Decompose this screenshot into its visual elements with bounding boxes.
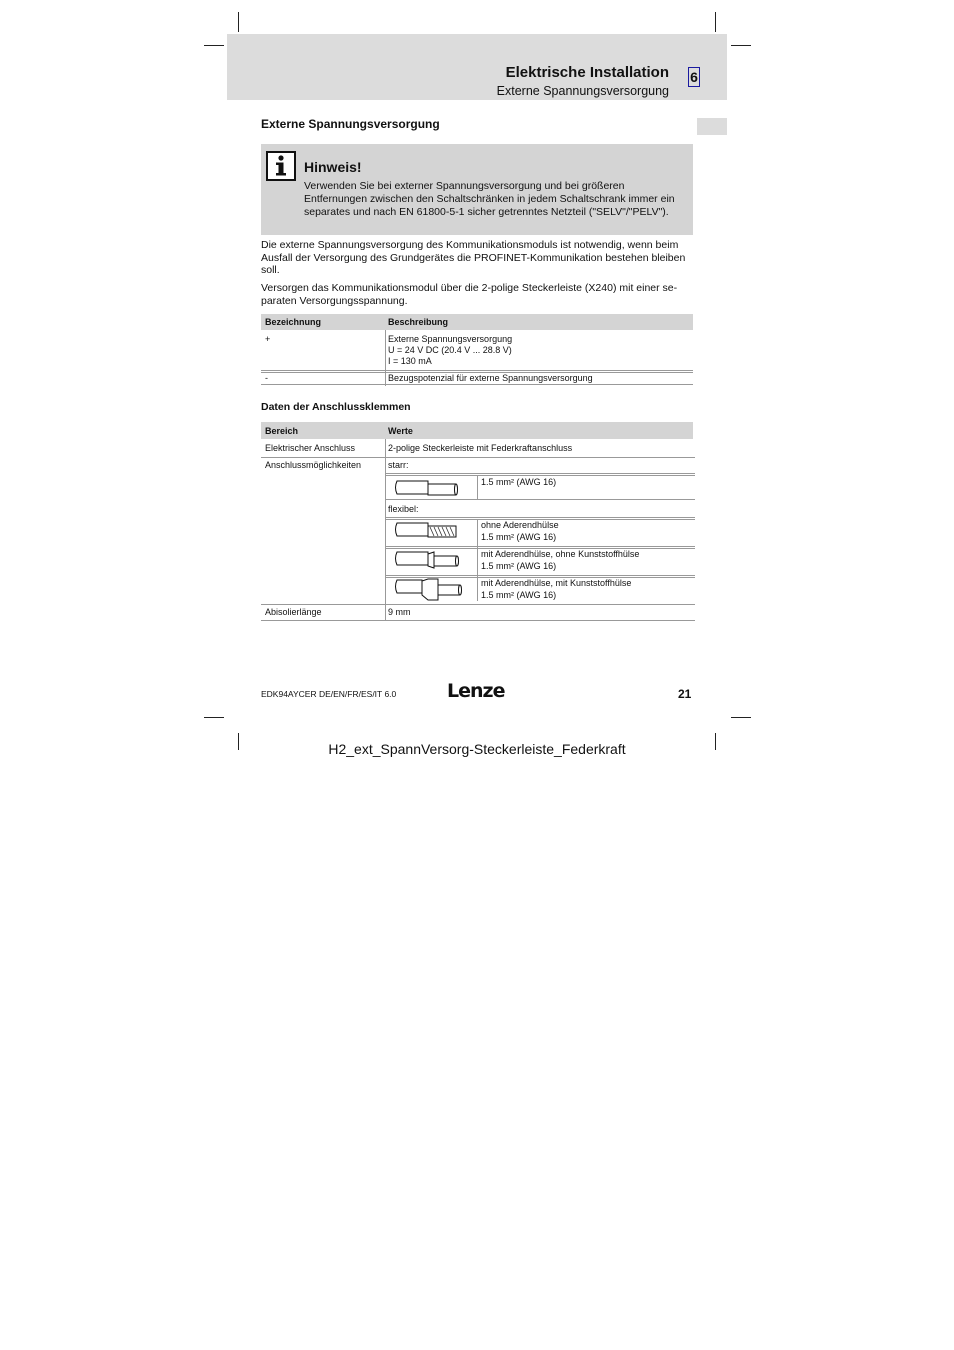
crop-mark bbox=[731, 45, 751, 46]
table-header-row bbox=[261, 314, 693, 330]
table-header-cell: Beschreibung bbox=[388, 317, 449, 327]
divider bbox=[261, 457, 695, 458]
table-header-cell: Werte bbox=[388, 426, 413, 436]
chapter-title: Elektrische Installation bbox=[505, 64, 669, 81]
divider bbox=[261, 384, 693, 385]
crop-mark bbox=[238, 12, 239, 32]
divider bbox=[385, 475, 695, 476]
table-header-cell: Bereich bbox=[265, 426, 299, 436]
ferrule-wire-icon bbox=[394, 550, 462, 572]
note-heading: Hinweis! bbox=[304, 159, 362, 175]
crop-mark bbox=[731, 717, 751, 718]
subsection-title: Daten der Anschlussklemmen bbox=[261, 401, 411, 413]
table-cell: + bbox=[265, 334, 271, 344]
note-text: Verwenden Sie bei externer Spannungsversorgung und bei größeren Entfernungen zwischen den Schaltschränken in jedem Schaltschrank immer ein separates und nach EN 61800-5-1 sicher getrenntes Netzteil ("SELV"/"PELV"). bbox=[304, 180, 675, 218]
insulated-ferrule-wire-icon bbox=[394, 578, 466, 602]
paragraph: Die externe Spannungsversorgung des Kommunikationsmoduls ist notwendig, wenn beim Ausfall der Versorgung des Grundgerätes die PROFINET-Kommunikation bestehen bleiben soll. bbox=[261, 239, 686, 276]
side-tab bbox=[697, 118, 727, 135]
section-title: Externe Spannungsversorgung bbox=[261, 117, 440, 131]
table-cell: Elektrischer Anschluss bbox=[265, 443, 356, 453]
divider bbox=[477, 519, 478, 601]
divider bbox=[385, 575, 695, 576]
table-cell: mit Aderendhülse, ohne Kunststoffhülse bbox=[481, 549, 640, 559]
chapter-subtitle: Externe Spannungsversorgung bbox=[496, 84, 669, 98]
divider bbox=[385, 330, 386, 386]
table-cell: Abisolierlänge bbox=[265, 607, 322, 617]
divider bbox=[261, 604, 695, 605]
table-cell: 1.5 mm² (AWG 16) bbox=[481, 561, 557, 571]
divider bbox=[385, 499, 695, 500]
rigid-wire-icon bbox=[394, 478, 462, 498]
table-cell: starr: bbox=[388, 460, 409, 470]
divider bbox=[477, 475, 478, 499]
table-cell: ohne Aderendhülse bbox=[481, 520, 559, 530]
table-cell: Bezugspotenzial für externe Spannungsversorgung bbox=[388, 373, 593, 383]
divider bbox=[261, 620, 695, 621]
table-cell: - bbox=[265, 373, 268, 383]
paragraph: Versorgen das Kommunikationsmodul über die 2-polige Steckerleiste (X240) mit einer se-paraten Versorgungsspannung. bbox=[261, 282, 678, 307]
crop-mark bbox=[715, 12, 716, 32]
chapter-number: 6 bbox=[688, 67, 700, 87]
table-cell: Externe Spannungsversorgung bbox=[388, 334, 513, 344]
stranded-wire-icon bbox=[394, 521, 462, 541]
lenze-logo: Lenze bbox=[447, 680, 505, 702]
crop-mark bbox=[204, 717, 224, 718]
table-cell: flexibel: bbox=[388, 504, 419, 514]
crop-mark bbox=[204, 45, 224, 46]
table-cell: 9 mm bbox=[388, 607, 411, 617]
info-icon bbox=[266, 151, 296, 181]
table-cell: I = 130 mA bbox=[388, 356, 432, 366]
table-terminal-data bbox=[261, 422, 695, 622]
table-cell: 1.5 mm² (AWG 16) bbox=[481, 477, 557, 487]
image-caption: H2_ext_SpannVersorg-Steckerleiste_Federkraft bbox=[328, 741, 626, 757]
document-id: EDK94AYCER DE/EN/FR/ES/IT 6.0 bbox=[261, 689, 397, 699]
table-cell: 1.5 mm² (AWG 16) bbox=[481, 590, 557, 600]
table-terminals bbox=[261, 314, 693, 386]
divider bbox=[261, 370, 693, 371]
table-header-cell: Bezeichnung bbox=[265, 317, 322, 327]
divider bbox=[385, 546, 695, 547]
page-number: 21 bbox=[678, 687, 692, 701]
table-cell: 2-polige Steckerleiste mit Federkraftanschluss bbox=[388, 443, 573, 453]
table-header-row bbox=[261, 422, 693, 439]
divider bbox=[385, 439, 386, 621]
table-cell: Anschlussmöglichkeiten bbox=[265, 460, 362, 470]
table-cell: U = 24 V DC (20.4 V ... 28.8 V) bbox=[388, 345, 512, 355]
table-cell: mit Aderendhülse, mit Kunststoffhülse bbox=[481, 578, 632, 588]
divider bbox=[385, 517, 695, 518]
table-cell: 1.5 mm² (AWG 16) bbox=[481, 532, 557, 542]
divider bbox=[385, 473, 695, 474]
